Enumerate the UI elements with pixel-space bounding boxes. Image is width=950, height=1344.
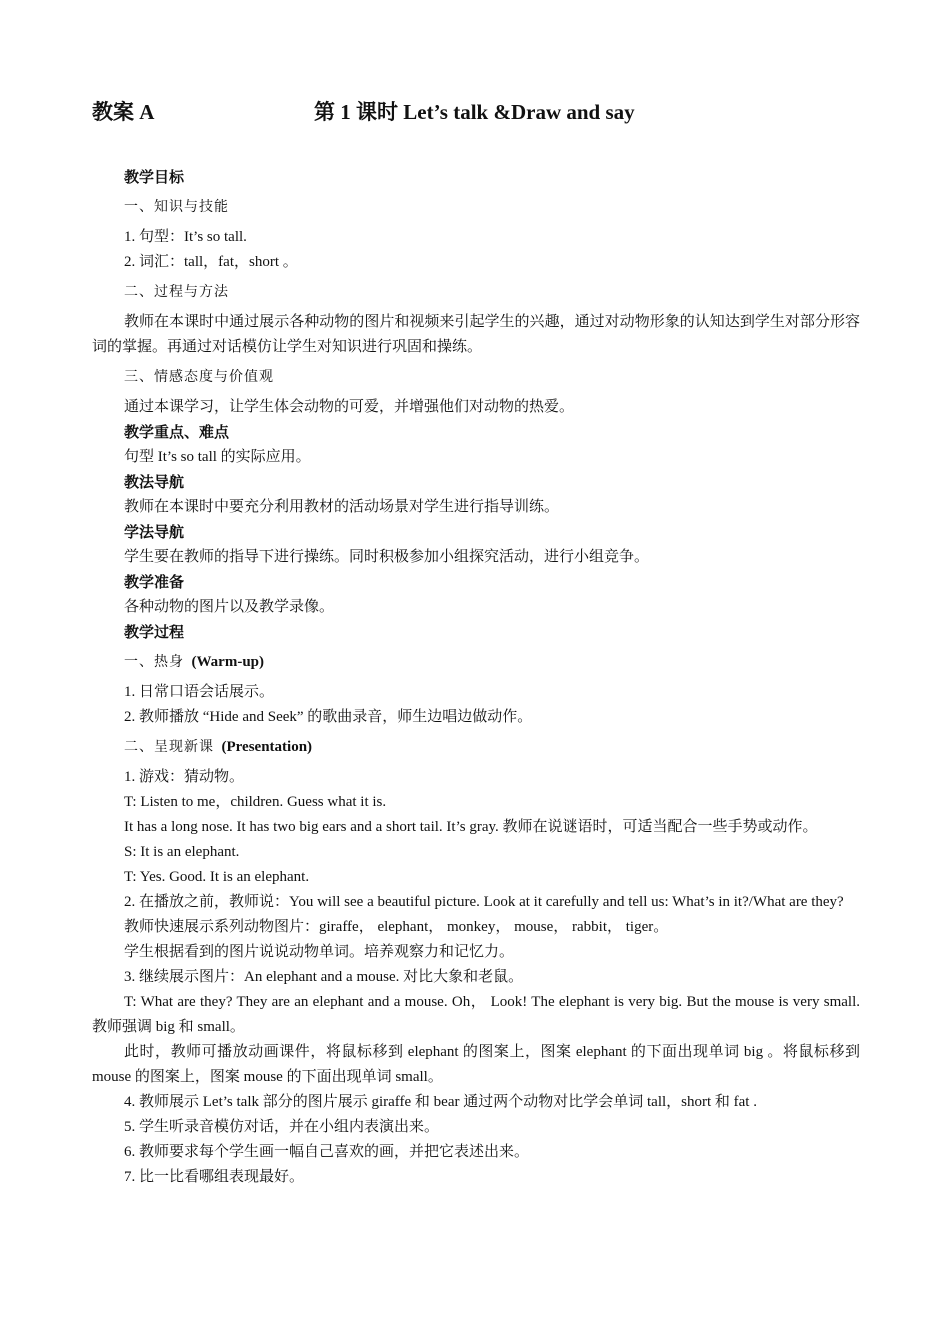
preparation-text: 各种动物的图片以及教学录像。	[124, 599, 335, 615]
presentation-heading-cn: 二、呈现新课	[124, 739, 214, 755]
preparation-heading: 教学准备	[124, 573, 185, 591]
presentation-heading-en: (Presentation)	[221, 739, 313, 755]
key-points-text: 句型 It’s so tall 的实际应用。	[124, 449, 311, 465]
lesson-title: 第 1 课时 Let’s talk &Draw and say	[314, 100, 635, 124]
teaching-method-text: 教师在本课时中要充分利用教材的活动场景对学生进行指导训练。	[124, 499, 560, 515]
presentation-line-2: T: Listen to me，children. Guess what it is.	[124, 794, 387, 810]
presentation-line-9: 3. 继续展示图片：An elephant and a mouse. 对比大象和老鼠。	[124, 969, 524, 985]
presentation-line-11: 此时，教师可播放动画课件，将鼠标移到 elephant 的图案上，图案 elephant 的下面出现单词 big 。将鼠标移到 mouse 的图案上，图案 mouse 的下面出现单词 small。	[92, 1044, 860, 1085]
warmup-heading	[92, 650, 860, 675]
knowledge-heading: 一、知识与技能	[124, 199, 229, 215]
attitude-text: 通过本课学习，让学生体会动物的可爱，并增强他们对动物的热爱。	[124, 399, 575, 415]
presentation-line-10: T: What are they? They are an elephant and a mouse. Oh， Look! The elephant is very big. But the mouse is very small. 教师强调 big 和 small。	[92, 994, 860, 1035]
presentation-line-1: 1. 游戏：猜动物。	[124, 769, 245, 785]
process-text: 教师在本课时中通过展示各种动物的图片和视频来引起学生的兴趣，通过对动物形象的认知达到学生对部分形容词的掌握。再通过对话模仿让学生对知识进行巩固和操练。	[92, 314, 860, 355]
teaching-method-heading: 教法导航	[124, 473, 185, 491]
presentation-line-3: It has a long nose. It has two big ears and a short tail. It’s gray. 教师在说谜语时，可适当配合一些手势或动作。	[124, 819, 818, 835]
procedure-heading: 教学过程	[124, 623, 185, 641]
attitude-heading: 三、情感态度与价值观	[124, 369, 274, 385]
warmup-heading-cn: 一、热身	[124, 654, 184, 670]
presentation-line-6: 2. 在播放之前，教师说：You will see a beautiful picture. Look at it carefully and tell us: What’s in it?/What are they?	[124, 894, 844, 910]
presentation-line-7: 教师快速展示系列动物图片：giraffe， elephant， monkey， mouse， rabbit， tiger。	[124, 919, 669, 935]
presentation-line-5: T: Yes. Good. It is an elephant.	[124, 869, 310, 885]
presentation-line-13: 5. 学生听录音模仿对话，并在小组内表演出来。	[124, 1119, 440, 1135]
warmup-heading-en: (Warm-up)	[191, 654, 264, 670]
knowledge-item-2: 2. 词汇：tall，fat，short 。	[124, 254, 298, 270]
presentation-line-4: S: It is an elephant.	[124, 844, 240, 860]
warmup-item-2: 2. 教师播放 “Hide and Seek” 的歌曲录音，师生边唱边做动作。	[124, 709, 533, 725]
presentation-line-8: 学生根据看到的图片说说动物单词。培养观察力和记忆力。	[124, 944, 515, 960]
presentation-line-12: 4. 教师展示 Let’s talk 部分的图片展示 giraffe 和 bear 通过两个动物对比学会单词 tall，short 和 fat .	[124, 1094, 757, 1110]
presentation-line-14: 6. 教师要求每个学生画一幅自己喜欢的画，并把它表述出来。	[124, 1144, 530, 1160]
learning-method-heading: 学法导航	[124, 523, 185, 541]
presentation-line-15: 7. 比一比看哪组表现最好。	[124, 1169, 305, 1185]
key-points-heading: 教学重点、难点	[124, 423, 230, 441]
knowledge-item-1: 1. 句型：It’s so tall.	[124, 229, 247, 245]
presentation-heading	[92, 735, 860, 760]
warmup-item-1: 1. 日常口语会话展示。	[124, 684, 275, 700]
objectives-heading: 教学目标	[124, 168, 185, 186]
lesson-plan-label: 教案 A	[92, 100, 155, 124]
document-body	[92, 165, 860, 1190]
process-heading: 二、过程与方法	[124, 284, 229, 300]
learning-method-text: 学生要在教师的指导下进行操练。同时积极参加小组探究活动，进行小组竞争。	[124, 549, 650, 565]
